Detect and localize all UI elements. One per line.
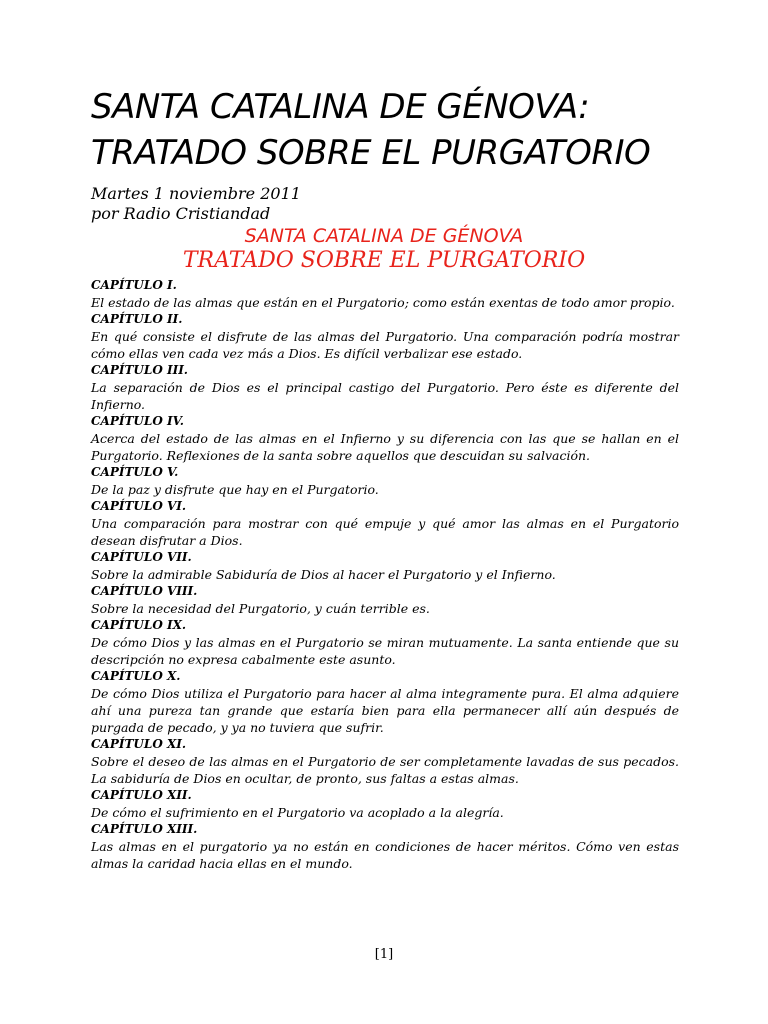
chapter-description: De cómo Dios y las almas en el Purgatorio se miran mutuamente. La santa entiende que su descripción no expresa cabalmente este asunto. bbox=[91, 635, 679, 667]
chapter-title: CAPÍTULO XIII. bbox=[91, 822, 198, 836]
author-line: por Radio Cristiandad bbox=[91, 204, 271, 223]
chapter-entry bbox=[91, 498, 679, 549]
chapter-entry bbox=[91, 277, 679, 311]
chapter-description: En qué consiste el disfrute de las almas del Purgatorio. Una comparación podría mostrar cómo ellas ven cada vez más a Dios. Es difícil verbalizar ese estado. bbox=[91, 329, 679, 361]
publish-date: Martes 1 noviembre 2011 bbox=[91, 184, 301, 203]
chapter-entry bbox=[91, 668, 679, 736]
chapter-description: De la paz y disfrute que hay en el Purgatorio. bbox=[91, 482, 379, 497]
chapter-title: CAPÍTULO III. bbox=[91, 363, 188, 377]
chapter-description: La separación de Dios es el principal castigo del Purgatorio. Pero éste es diferente del Infierno. bbox=[91, 380, 679, 412]
chapter-title: CAPÍTULO XII. bbox=[91, 788, 192, 802]
subtitle-line-2: TRATADO SOBRE EL PURGATORIO bbox=[182, 248, 586, 273]
chapter-description: Las almas en el purgatorio ya no están en condiciones de hacer méritos. Cómo ven estas almas la caridad hacia ellas en el mundo. bbox=[91, 839, 679, 871]
document-title bbox=[91, 84, 731, 176]
chapter-title: CAPÍTULO IX. bbox=[91, 618, 187, 632]
chapter-title: CAPÍTULO I. bbox=[91, 278, 177, 292]
chapter-title: CAPÍTULO V. bbox=[91, 465, 179, 479]
chapter-entry bbox=[91, 821, 679, 872]
chapter-entry bbox=[91, 362, 679, 413]
chapter-title: CAPÍTULO IV. bbox=[91, 414, 184, 428]
chapter-description: El estado de las almas que están en el Purgatorio; como están exentas de todo amor propio. bbox=[91, 295, 675, 310]
chapter-description: Una comparación para mostrar con qué empuje y qué amor las almas en el Purgatorio desean disfrutar a Dios. bbox=[91, 516, 679, 548]
page-number: [1] bbox=[374, 947, 394, 962]
chapter-title: CAPÍTULO XI. bbox=[91, 737, 187, 751]
chapter-entry bbox=[91, 464, 679, 498]
subtitle-line-1: SANTA CATALINA DE GÉNOVA bbox=[244, 225, 524, 247]
chapter-description: De cómo el sufrimiento en el Purgatorio va acoplado a la alegría. bbox=[91, 805, 504, 820]
chapter-title: CAPÍTULO VII. bbox=[91, 550, 192, 564]
chapter-entry bbox=[91, 413, 679, 464]
chapter-description: Sobre la necesidad del Purgatorio, y cuán terrible es. bbox=[91, 601, 430, 616]
chapter-entry bbox=[91, 583, 679, 617]
title-line-2: TRATADO SOBRE EL PURGATORIO bbox=[91, 133, 651, 173]
chapter-entry bbox=[91, 549, 679, 583]
chapter-description: Sobre la admirable Sabiduría de Dios al hacer el Purgatorio y el Infierno. bbox=[91, 567, 556, 582]
title-line-1: SANTA CATALINA DE GÉNOVA: bbox=[91, 87, 590, 127]
chapter-title: CAPÍTULO X. bbox=[91, 669, 181, 683]
chapter-title: CAPÍTULO VI. bbox=[91, 499, 187, 513]
table-of-contents bbox=[91, 277, 679, 872]
chapter-entry bbox=[91, 617, 679, 668]
chapter-entry bbox=[91, 311, 679, 362]
chapter-title: CAPÍTULO II. bbox=[91, 312, 183, 326]
document-meta bbox=[91, 184, 301, 224]
chapter-title: CAPÍTULO VIII. bbox=[91, 584, 198, 598]
chapter-entry bbox=[91, 787, 679, 821]
chapter-description: De cómo Dios utiliza el Purgatorio para hacer al alma integramente pura. El alma adquiere ahí una pureza tan grande que estaría bien para ella permanecer allí aún después de purgada de pecado, y ya no tuviera que sufrir. bbox=[91, 686, 679, 735]
chapter-description: Acerca del estado de las almas en el Infierno y su diferencia con las que se hallan en el Purgatorio. Reflexiones de la santa sobre aquellos que descuidan su salvación. bbox=[91, 431, 679, 463]
chapter-description: Sobre el deseo de las almas en el Purgatorio de ser completamente lavadas de sus pecados. La sabiduría de Dios en ocultar, de pronto, sus faltas a estas almas. bbox=[91, 754, 679, 786]
chapter-entry bbox=[91, 736, 679, 787]
